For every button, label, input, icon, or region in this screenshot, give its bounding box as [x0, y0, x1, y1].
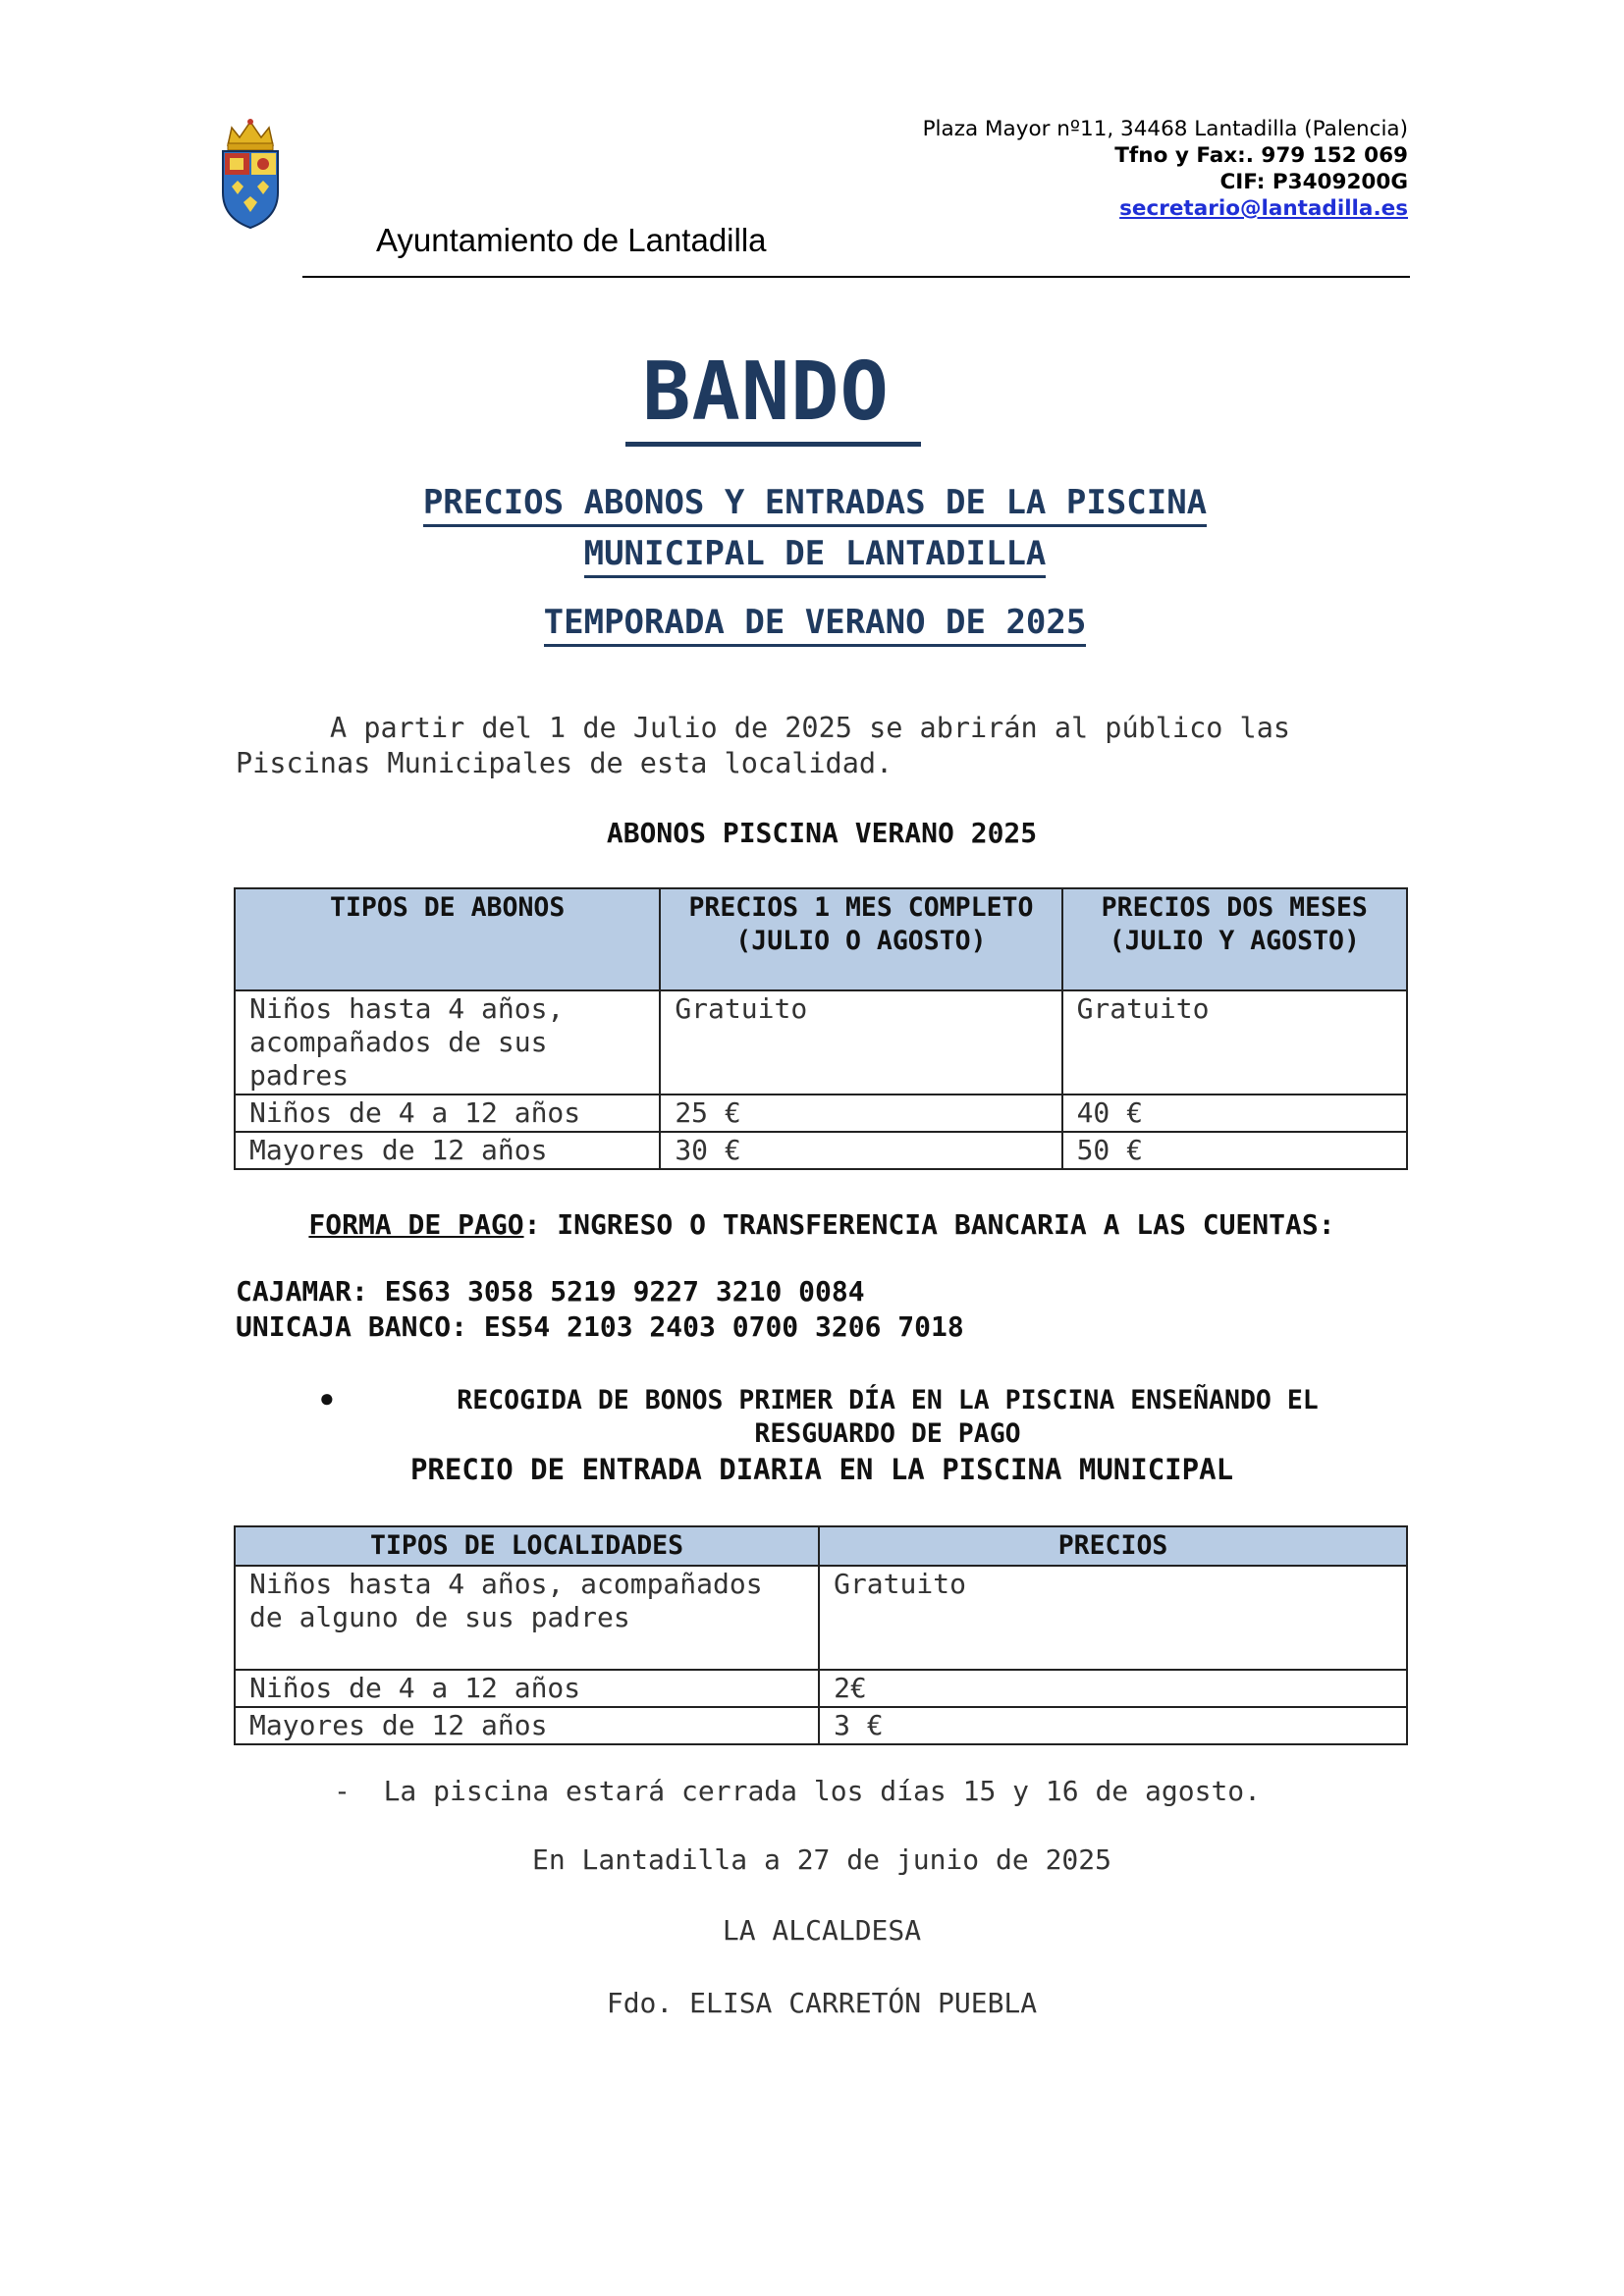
table-cell: 50 € [1062, 1132, 1407, 1169]
dash-bullet: - [334, 1775, 384, 1807]
table-header-row [235, 1526, 1407, 1566]
column-header: TIPOS DE LOCALIDADES [235, 1526, 819, 1566]
table-cell: Niños hasta 4 años, acompañados de alguno de sus padres [235, 1566, 819, 1670]
column-header: TIPOS DE ABONOS [235, 888, 660, 990]
closure-note [334, 1775, 1261, 1807]
bando-underline [625, 442, 921, 447]
payment-label: FORMA DE PAGO [308, 1208, 524, 1241]
table-row [235, 1566, 1407, 1670]
table-header-row [235, 888, 1407, 990]
table-cell: Niños de 4 a 12 años [235, 1095, 660, 1132]
bando-title: BANDO [642, 346, 890, 439]
season-title: TEMPORADA DE VERANO DE 2025 [177, 601, 1453, 644]
subtitle-line-1: PRECIOS ABONOS Y ENTRADAS DE LA PISCINA [177, 481, 1453, 524]
table-row [235, 1707, 1407, 1744]
table-cell: Gratuito [819, 1566, 1407, 1670]
table-cell: 40 € [1062, 1095, 1407, 1132]
daily-entry-heading: PRECIO DE ENTRADA DIARIA EN LA PISCINA MUNICIPAL [409, 1453, 1234, 1486]
email-link[interactable]: secretario@lantadilla.es [1119, 196, 1408, 221]
intro-line-2: Piscinas Municipales de esta localidad. [236, 747, 893, 779]
table-cell: Mayores de 12 años [235, 1707, 819, 1744]
table-cell: 25 € [660, 1095, 1061, 1132]
daily-entry-table [234, 1525, 1408, 1745]
place-date: En Lantadilla a 27 de junio de 2025 [531, 1843, 1111, 1876]
cif-line: CIF: P3409200G [1219, 170, 1408, 194]
coat-of-arms-logo [218, 116, 283, 230]
header-divider [302, 276, 1410, 278]
table-cell: 30 € [660, 1132, 1061, 1169]
signatory-role: LA ALCALDESA [722, 1914, 922, 1947]
table-row [235, 1095, 1407, 1132]
table-row [235, 990, 1407, 1095]
column-header: PRECIOS [819, 1526, 1407, 1566]
town-hall-name: Ayuntamiento de Lantadilla [376, 222, 767, 258]
table-cell: Niños hasta 4 años, acompañados de sus padres [235, 990, 660, 1095]
season-passes-heading: ABONOS PISCINA VERANO 2025 [606, 817, 1038, 849]
phone-line: Tfno y Fax:. 979 152 069 [1114, 143, 1408, 168]
bank-account-1: CAJAMAR: ES63 3058 5219 9227 3210 0084 [236, 1275, 865, 1308]
column-header: PRECIOS 1 MES COMPLETO (JULIO O AGOSTO) [660, 888, 1061, 990]
table-row [235, 1670, 1407, 1707]
table-cell: Gratuito [1062, 990, 1407, 1095]
bullet-icon: ● [319, 1384, 335, 1413]
pickup-note [367, 1384, 1408, 1451]
address-line: Plaza Mayor nº11, 34468 Lantadilla (Palencia) [922, 117, 1408, 141]
table-cell: 3 € [819, 1707, 1407, 1744]
intro-paragraph [236, 711, 1408, 781]
contact-block [785, 116, 1408, 222]
table-cell: 2€ [819, 1670, 1407, 1707]
payment-method [236, 1207, 1408, 1243]
closure-text: La piscina estará cerrada los días 15 y 16 de agosto. [383, 1775, 1262, 1807]
column-header: PRECIOS DOS MESES (JULIO Y AGOSTO) [1062, 888, 1407, 990]
season-passes-table [234, 887, 1408, 1170]
bank-account-2: UNICAJA BANCO: ES54 2103 2403 0700 3206 7018 [236, 1310, 964, 1343]
table-cell: Mayores de 12 años [235, 1132, 660, 1169]
signature-line: Fdo. ELISA CARRETÓN PUEBLA [606, 1987, 1038, 2019]
table-row [235, 1132, 1407, 1169]
table-cell: Gratuito [660, 990, 1061, 1095]
intro-line-1: A partir del 1 de Julio de 2025 se abrirán al público las [330, 712, 1291, 744]
table-cell: Niños de 4 a 12 años [235, 1670, 819, 1707]
pickup-line-1: RECOGIDA DE BONOS PRIMER DÍA EN LA PISCINA ENSEÑANDO EL [457, 1385, 1319, 1415]
subtitle-line-2: MUNICIPAL DE LANTADILLA [177, 532, 1453, 575]
payment-text: : INGRESO O TRANSFERENCIA BANCARIA A LAS CUENTAS: [523, 1208, 1335, 1241]
pickup-line-2: RESGUARDO DE PAGO [754, 1418, 1021, 1449]
